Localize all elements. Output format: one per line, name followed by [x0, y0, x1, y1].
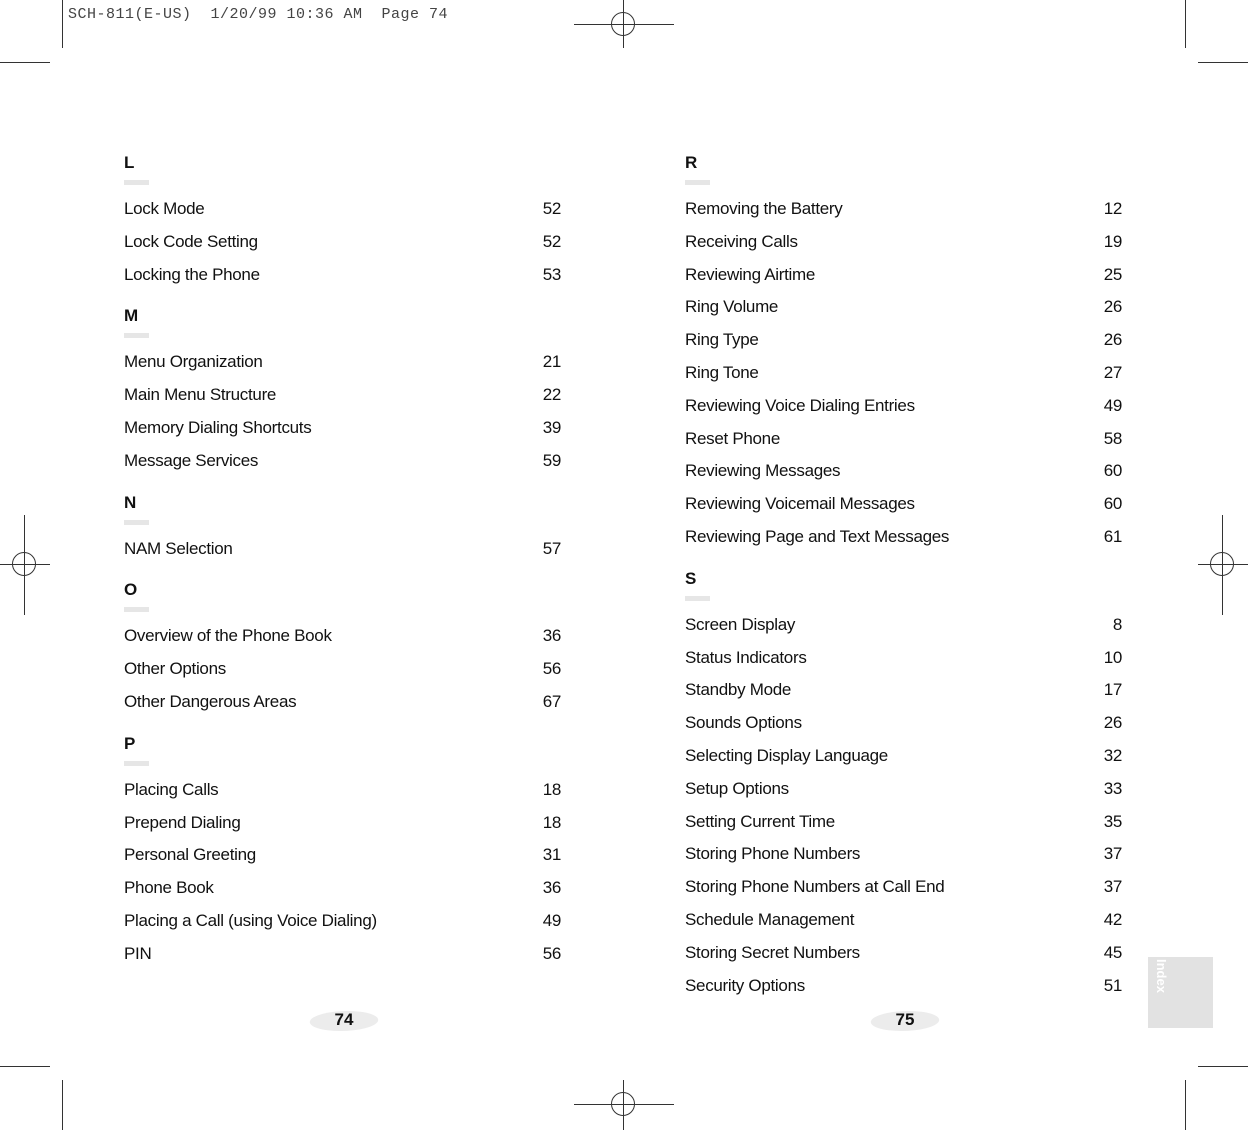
index-column-right: [685, 150, 1122, 1016]
index-entry-title: Reviewing Voicemail Messages: [685, 494, 915, 514]
index-entry: [124, 533, 561, 566]
index-entry-title: Reset Phone: [685, 428, 780, 448]
index-entry-page: 52: [542, 231, 561, 251]
index-entry: [685, 707, 1122, 740]
index-entry-title: Ring Volume: [685, 297, 779, 317]
index-entry: [685, 674, 1122, 707]
index-section-o: [124, 579, 561, 718]
section-divider: [124, 333, 149, 338]
index-entry-page: 49: [542, 910, 561, 930]
index-entry-page: 10: [1103, 647, 1122, 667]
index-entry: [685, 423, 1122, 456]
section-divider: [685, 180, 710, 185]
section-divider: [685, 596, 710, 601]
page-number-right: [871, 1008, 939, 1032]
index-entry-title: Status Indicators: [685, 647, 807, 667]
index-entry-page: 26: [1103, 713, 1122, 733]
index-section-p: [124, 733, 561, 971]
index-section-l: [124, 152, 561, 291]
index-entry: [685, 740, 1122, 773]
index-entry: [685, 193, 1122, 226]
section-letter: N: [124, 492, 137, 512]
index-entry-title: Receiving Calls: [685, 231, 798, 251]
index-entry: [124, 620, 561, 653]
section-divider: [124, 761, 149, 766]
section-letter: S: [685, 568, 697, 588]
index-entry-page: 58: [1103, 428, 1122, 448]
index-entry: [685, 904, 1122, 937]
index-entry-title: NAM Selection: [124, 538, 233, 558]
index-entry: [124, 807, 561, 840]
index-entry-page: 18: [542, 812, 561, 832]
index-entry-title: Memory Dialing Shortcuts: [124, 417, 312, 437]
index-entry: [124, 938, 561, 971]
index-side-tab: [1148, 957, 1213, 1028]
index-section-r: [685, 152, 1122, 554]
index-entry: [124, 346, 561, 379]
print-header: SCH-811(E-US) 1/20/99 10:36 AM Page 74: [68, 6, 449, 23]
index-entry: [685, 259, 1122, 292]
index-entry: [124, 226, 561, 259]
section-letter: P: [124, 733, 136, 753]
section-letter: R: [685, 153, 698, 172]
index-entry-title: Locking the Phone: [124, 264, 260, 284]
index-entry-page: 8: [1112, 614, 1122, 634]
index-entry-page: 45: [1103, 942, 1122, 962]
index-entry: [685, 642, 1122, 675]
index-entry: [124, 872, 561, 905]
index-entry: [124, 839, 561, 872]
index-entry-title: Setting Current Time: [685, 811, 835, 831]
index-entry-title: Storing Secret Numbers: [685, 942, 860, 962]
index-entry-page: 17: [1103, 680, 1122, 700]
index-entry-title: Selecting Display Language: [685, 745, 888, 765]
index-entry-title: Personal Greeting: [124, 845, 256, 865]
index-entry-title: Ring Type: [685, 330, 759, 350]
index-entry-title: Other Options: [124, 659, 226, 679]
index-entry-page: 56: [542, 659, 561, 679]
index-entry-title: Phone Book: [124, 878, 214, 898]
section-letter: L: [124, 153, 135, 172]
index-entry: [124, 412, 561, 445]
section-divider: [124, 520, 149, 525]
index-entry: [685, 773, 1122, 806]
index-entry: [124, 193, 561, 226]
section-divider: [124, 180, 149, 185]
index-entry: [685, 609, 1122, 642]
index-column-left: [124, 150, 561, 985]
index-entry-title: Ring Tone: [685, 362, 759, 382]
index-entry: [685, 455, 1122, 488]
index-entry-title: Setup Options: [685, 778, 789, 798]
index-entry-page: 49: [1103, 395, 1122, 415]
index-entry-page: 37: [1103, 877, 1122, 897]
index-entry-title: Schedule Management: [685, 909, 855, 929]
index-entry: [685, 324, 1122, 357]
index-entry-page: 36: [542, 878, 561, 898]
index-entry-title: Sounds Options: [685, 713, 802, 733]
index-entry-title: Security Options: [685, 975, 805, 995]
index-entry-title: Menu Organization: [124, 352, 263, 372]
index-entry: [685, 226, 1122, 259]
index-entry-page: 19: [1103, 231, 1122, 251]
index-entry: [685, 291, 1122, 324]
index-entry-page: 59: [542, 450, 561, 470]
index-entry: [685, 390, 1122, 423]
index-entry-page: 21: [542, 352, 561, 372]
index-entry-page: 57: [542, 538, 561, 558]
index-entry-page: 53: [542, 264, 561, 284]
index-entry-page: 25: [1103, 264, 1122, 284]
index-entry-page: 36: [542, 626, 561, 646]
index-entry-page: 60: [1103, 494, 1122, 514]
index-entry-page: 26: [1103, 297, 1122, 317]
index-section-s: [685, 568, 1122, 1003]
index-entry-title: Placing a Call (using Voice Dialing): [124, 910, 377, 930]
index-entry-page: 31: [542, 845, 561, 865]
index-entry-page: 33: [1103, 778, 1122, 798]
index-entry-page: 18: [542, 779, 561, 799]
index-entry-page: 22: [542, 385, 561, 405]
index-entry-title: Removing the Battery: [685, 199, 843, 218]
index-entry: [685, 937, 1122, 970]
index-entry-page: 60: [1103, 461, 1122, 481]
index-entry-page: 39: [542, 417, 561, 437]
index-entry-page: 37: [1103, 844, 1122, 864]
page-number-left: [310, 1008, 378, 1032]
index-entry-title: Reviewing Voice Dialing Entries: [685, 395, 915, 415]
index-entry: [124, 379, 561, 412]
index-entry-title: Main Menu Structure: [124, 385, 277, 405]
index-entry-title: Reviewing Messages: [685, 461, 841, 481]
index-entry: [124, 686, 561, 719]
section-letter: O: [124, 580, 138, 600]
index-entry-page: 51: [1103, 975, 1122, 995]
index-entry: [685, 838, 1122, 871]
index-entry: [685, 970, 1122, 1003]
index-entry: [124, 445, 561, 478]
index-entry-title: Storing Phone Numbers: [685, 844, 861, 864]
index-entry-page: 12: [1103, 199, 1122, 218]
index-entry: [124, 774, 561, 807]
index-entry: [685, 521, 1122, 554]
index-entry: [124, 905, 561, 938]
index-entry-page: 26: [1103, 330, 1122, 350]
index-entry-title: Reviewing Airtime: [685, 264, 816, 284]
section-letter: M: [124, 306, 139, 326]
index-entry-title: Other Dangerous Areas: [124, 691, 297, 711]
index-entry-title: Reviewing Page and Text Messages: [685, 526, 950, 546]
index-section-m: [124, 305, 561, 477]
index-entry-title: Prepend Dialing: [124, 812, 241, 832]
index-entry-title: PIN: [124, 943, 152, 963]
index-tab-label: Index: [1154, 959, 1169, 993]
index-section-n: [124, 492, 561, 566]
index-entry-title: Overview of the Phone Book: [124, 626, 332, 646]
index-entry-title: Lock Mode: [124, 199, 205, 218]
index-entry: [124, 653, 561, 686]
index-entry: [685, 806, 1122, 839]
page-number-right-text: 75: [895, 1010, 915, 1029]
index-entry-title: Placing Calls: [124, 779, 219, 799]
index-entry-page: 56: [542, 943, 561, 963]
index-entry-title: Lock Code Setting: [124, 231, 258, 251]
section-divider: [124, 607, 149, 612]
index-entry-page: 52: [542, 199, 561, 218]
index-entry-title: Screen Display: [685, 614, 796, 634]
index-entry-title: Standby Mode: [685, 680, 792, 700]
page-number-left-text: 74: [334, 1010, 354, 1029]
index-entry-page: 27: [1103, 362, 1122, 382]
index-entry-page: 42: [1103, 909, 1122, 929]
index-entry-page: 67: [542, 691, 561, 711]
index-entry-title: Message Services: [124, 450, 259, 470]
index-entry: [124, 259, 561, 292]
index-entry-page: 35: [1103, 811, 1122, 831]
index-entry-page: 61: [1103, 526, 1122, 546]
index-entry: [685, 871, 1122, 904]
index-entry: [685, 357, 1122, 390]
index-entry: [685, 488, 1122, 521]
index-entry-page: 32: [1103, 745, 1122, 765]
index-entry-title: Storing Phone Numbers at Call End: [685, 877, 945, 897]
